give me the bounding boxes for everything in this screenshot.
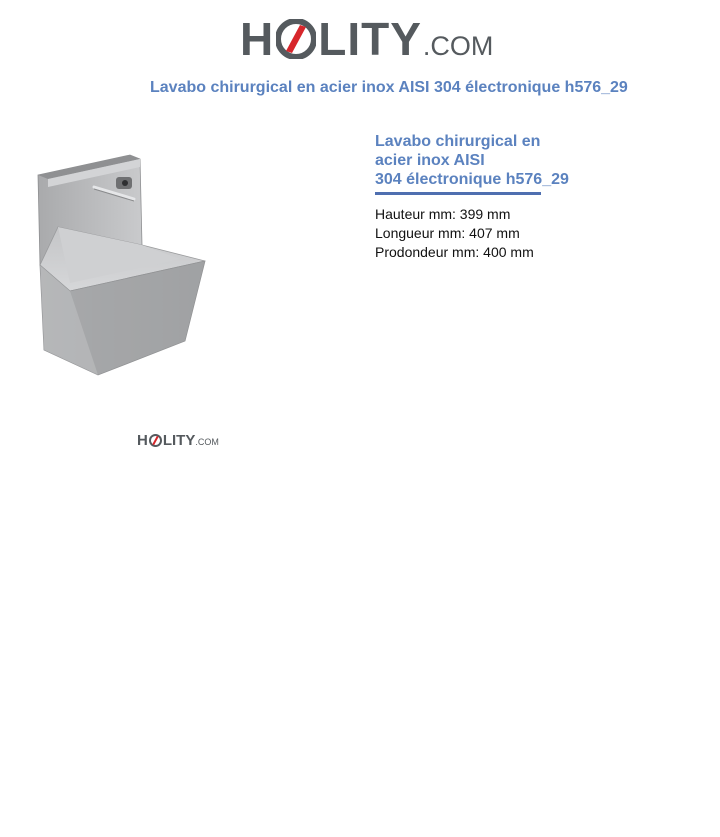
title-underline (375, 192, 541, 195)
product-title-line: acier inox AISI (375, 152, 485, 169)
product-info (375, 132, 675, 262)
spec-length: Longueur mm: 407 mm (375, 225, 520, 241)
product-title (375, 132, 575, 189)
page-title: Lavabo chirurgical en acier inox AISI 304 électronique h576_29 (150, 79, 628, 96)
spec-height: Hauteur mm: 399 mm (375, 206, 511, 222)
logo-o-icon (149, 434, 162, 447)
logo-o-icon (276, 19, 316, 59)
sink-image (30, 145, 215, 385)
logo-small-pre: H (137, 432, 148, 449)
logo-text-dom: .COM (422, 31, 494, 61)
image-logo (137, 432, 219, 448)
spec-list (375, 205, 675, 262)
product-title-line: 304 électronique h576_29 (375, 171, 569, 188)
product-title-line: Lavabo chirurgical en (375, 133, 541, 150)
site-logo[interactable] (240, 12, 494, 65)
logo-small-post: LITY (162, 432, 196, 449)
logo-text-pre: H (240, 13, 275, 65)
logo-small-dom: .COM (195, 437, 219, 447)
logo-text-post: LITY (318, 13, 422, 65)
spec-depth: Prodondeur mm: 400 mm (375, 244, 534, 260)
